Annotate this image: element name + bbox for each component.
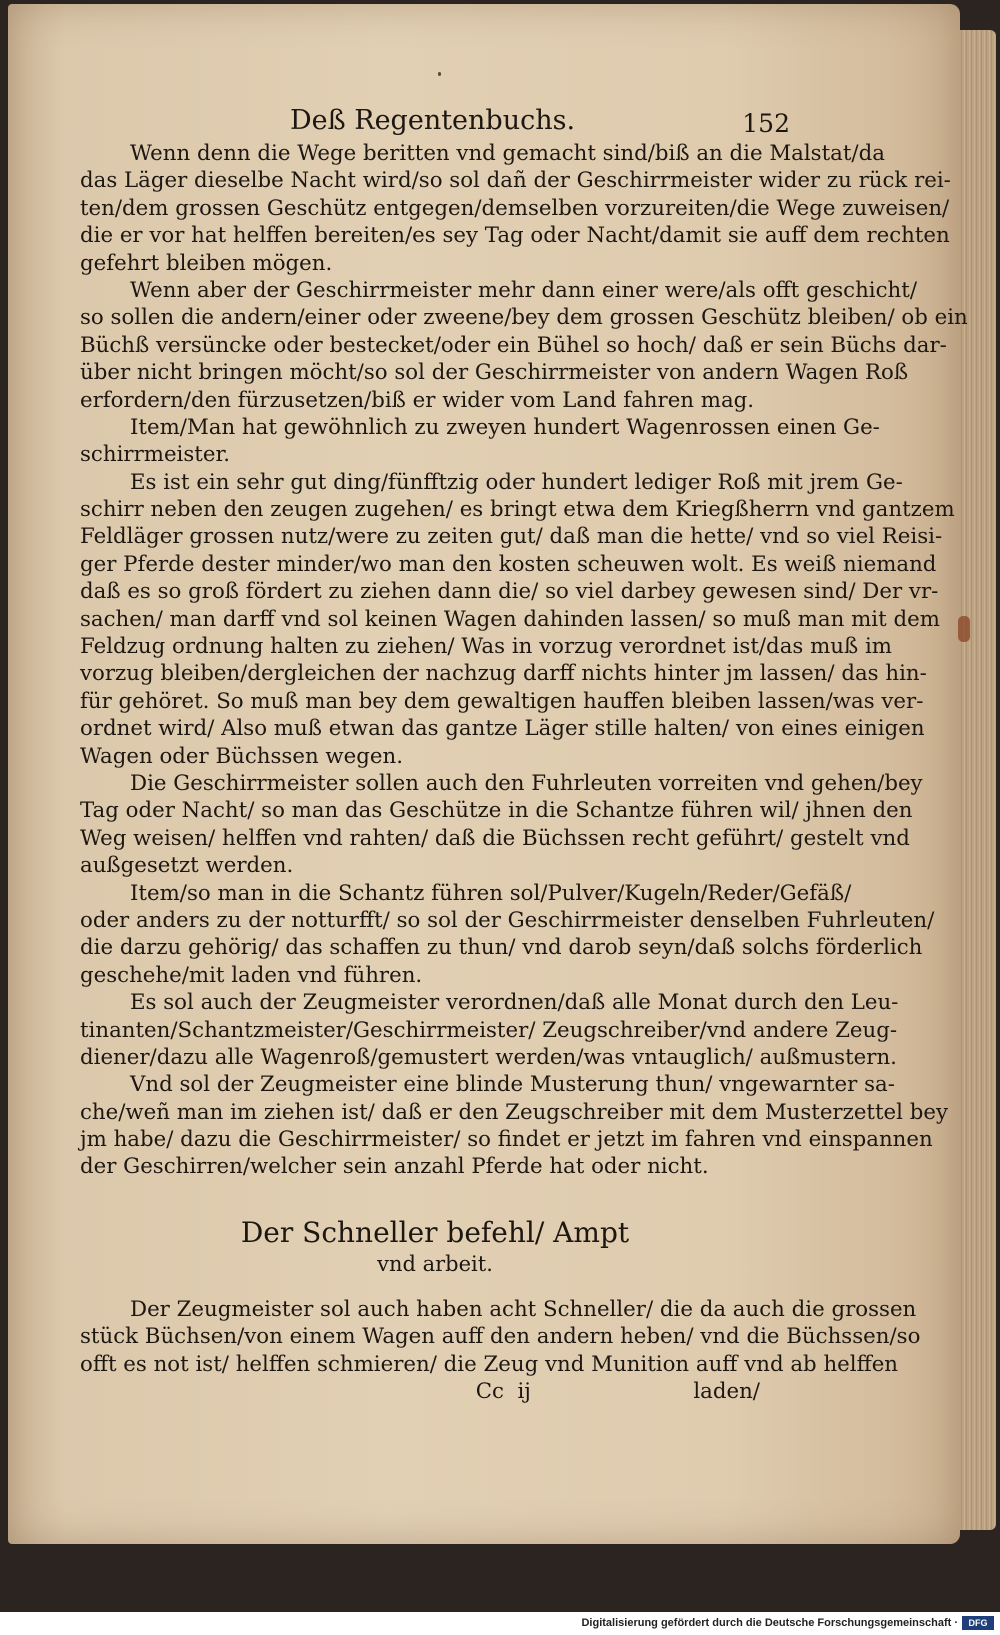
text-line: diener/dazu alle Wagenroß/gemustert werden/was vntauglich/ außmustern. xyxy=(80,1044,897,1070)
footer-bar xyxy=(0,1612,1000,1635)
dfg-logo: DFG xyxy=(962,1616,994,1630)
text-line: Es ist ein sehr gut ding/fünfftzig oder hundert lediger Roß mit jrem Ge- xyxy=(130,469,903,495)
text-line: tinanten/Schantzmeister/Geschirrmeister/ Zeugschreiber/vnd andere Zeug- xyxy=(80,1017,898,1043)
text-line: Weg weisen/ helffen vnd rahten/ daß die Büchssen recht geführt/ gestelt vnd xyxy=(80,825,910,851)
text-line: jm habe/ dazu die Geschirrmeister/ so findet er jetzt im fahren vnd einspannen xyxy=(80,1127,933,1153)
text-line: ordnet wird/ Also muß etwan das gantze Läger stille halten/ von eines einigen xyxy=(80,716,925,742)
text-line: ger Pferde dester minder/wo man den kosten scheuwen wolt. Es weiß niemand xyxy=(80,551,937,577)
text-line: daß es so groß fördert zu ziehen dann die/ so viel darbey gewesen sind/ Der vr- xyxy=(80,579,939,605)
page-mark xyxy=(438,72,441,76)
text-line: außgesetzt werden. xyxy=(80,853,294,879)
text-line: Feldzug ordnung halten zu ziehen/ Was in vorzug verordnet ist/das muß im xyxy=(80,634,892,660)
text-line: sachen/ man darff vnd sol keinen Wagen dahinden lassen/ so muß man mit dem xyxy=(80,606,940,632)
text-line: Item/Man hat gewöhnlich zu zweyen hundert Wagenrossen einen Ge- xyxy=(130,414,880,440)
text-line: gefehrt bleiben mögen. xyxy=(80,250,333,276)
section-heading xyxy=(80,1215,790,1277)
footer-credit: Digitalisierung gefördert durch die Deutsche Forschungsgemeinschaft · xyxy=(581,1617,958,1629)
text-line: Tag oder Nacht/ so man das Geschütze in die Schantze führen wil/ jhnen den xyxy=(80,798,913,824)
section-title: Der Schneller befehl/ Ampt xyxy=(240,1216,630,1249)
body-lines xyxy=(80,140,968,1181)
text-line: Der Zeugmeister sol auch haben acht Schneller/ die da auch die grossen xyxy=(130,1297,917,1322)
text-line: geschehe/mit laden vnd führen. xyxy=(80,962,423,988)
text-line: erfordern/den fürzusetzen/biß er wider vom Land fahren mag. xyxy=(80,387,755,413)
text-line: oder anders zu der notturfft/ so sol der Geschirrmeister denselben Fuhrleuten/ xyxy=(80,907,935,933)
text-line: Büchß versüncke oder bestecket/oder ein Bühel so hoch/ daß er sein Büchs dar- xyxy=(80,332,947,358)
text-line: über nicht bringen möcht/so sol der Geschirrmeister von andern Wagen Roß xyxy=(80,360,909,386)
text-line: Item/so man in die Schantz führen sol/Pulver/Kugeln/Reder/Gefäß/ xyxy=(130,880,852,906)
text-line: schirrmeister. xyxy=(80,442,231,468)
signature-line: Cc ij laden/ xyxy=(475,1379,760,1405)
running-head-title: Deß Regentenbuchs. xyxy=(290,105,576,136)
section-text xyxy=(80,1296,921,1406)
text-line: Wagen oder Büchssen wegen. xyxy=(80,743,403,769)
running-head xyxy=(290,105,790,139)
text-line: Feldläger grossen nutz/were zu zeiten gut/ daß man die hette/ vnd so viel Reisi- xyxy=(80,524,943,550)
text-line: stück Büchsen/von einem Wagen auff den andern heben/ vnd die Büchssen/so xyxy=(80,1324,921,1350)
text-line: die er vor hat helffen bereiten/es sey Tag oder Nacht/damit sie auff dem rechten xyxy=(80,223,950,249)
text-line: der Geschirren/welcher sein anzahl Pferde hat oder nicht. xyxy=(80,1154,709,1180)
section-subtitle: vnd arbeit. xyxy=(377,1252,493,1276)
text-line: das Läger dieselbe Nacht wird/so sol dañ der Geschirrmeister wider zu rück rei- xyxy=(80,168,951,194)
text-line: Die Geschirrmeister sollen auch den Fuhrleuten vorreiten vnd gehen/bey xyxy=(130,770,923,796)
text-line: so sollen die andern/einer oder zweene/bey dem grossen Geschütz bleiben/ ob ein xyxy=(80,305,968,331)
text-line: Wenn denn die Wege beritten vnd gemacht sind/biß an die Malstat/da xyxy=(130,141,885,166)
text-line: vorzug bleiben/dergleichen der nachzug darff nichts hinter jm lassen/ das hin- xyxy=(80,661,927,687)
text-line: offt es not ist/ helffen schmieren/ die Zeug vnd Munition auff vnd ab helffen xyxy=(80,1351,899,1377)
text-line: ten/dem grossen Geschütz entgegen/demselben vorzureiten/die Wege zuweisen/ xyxy=(80,195,950,221)
text-line: Vnd sol der Zeugmeister eine blinde Musterung thun/ vngewarnter sa- xyxy=(130,1072,895,1098)
page-number: 152 xyxy=(742,109,790,138)
text-line: die darzu gehörig/ das schaffen zu thun/ vnd darob seyn/daß solchs förderlich xyxy=(80,935,923,961)
text-line: Es sol auch der Zeugmeister verordnen/daß alle Monat durch den Leu- xyxy=(130,990,899,1016)
text-line: für gehöret. So muß man bey dem gewaltigen hauffen bleiben lassen/was ver- xyxy=(80,688,924,714)
text-line: schirr neben den zeugen zugehen/ es bringt etwa dem Kriegßherrn vnd gantzem xyxy=(80,497,955,523)
text-line: che/weñ man im ziehen ist/ daß er den Zeugschreiber mit dem Musterzettel bey xyxy=(80,1099,949,1125)
text-line: Wenn aber der Geschirrmeister mehr dann einer were/als offt geschicht/ xyxy=(130,277,917,303)
